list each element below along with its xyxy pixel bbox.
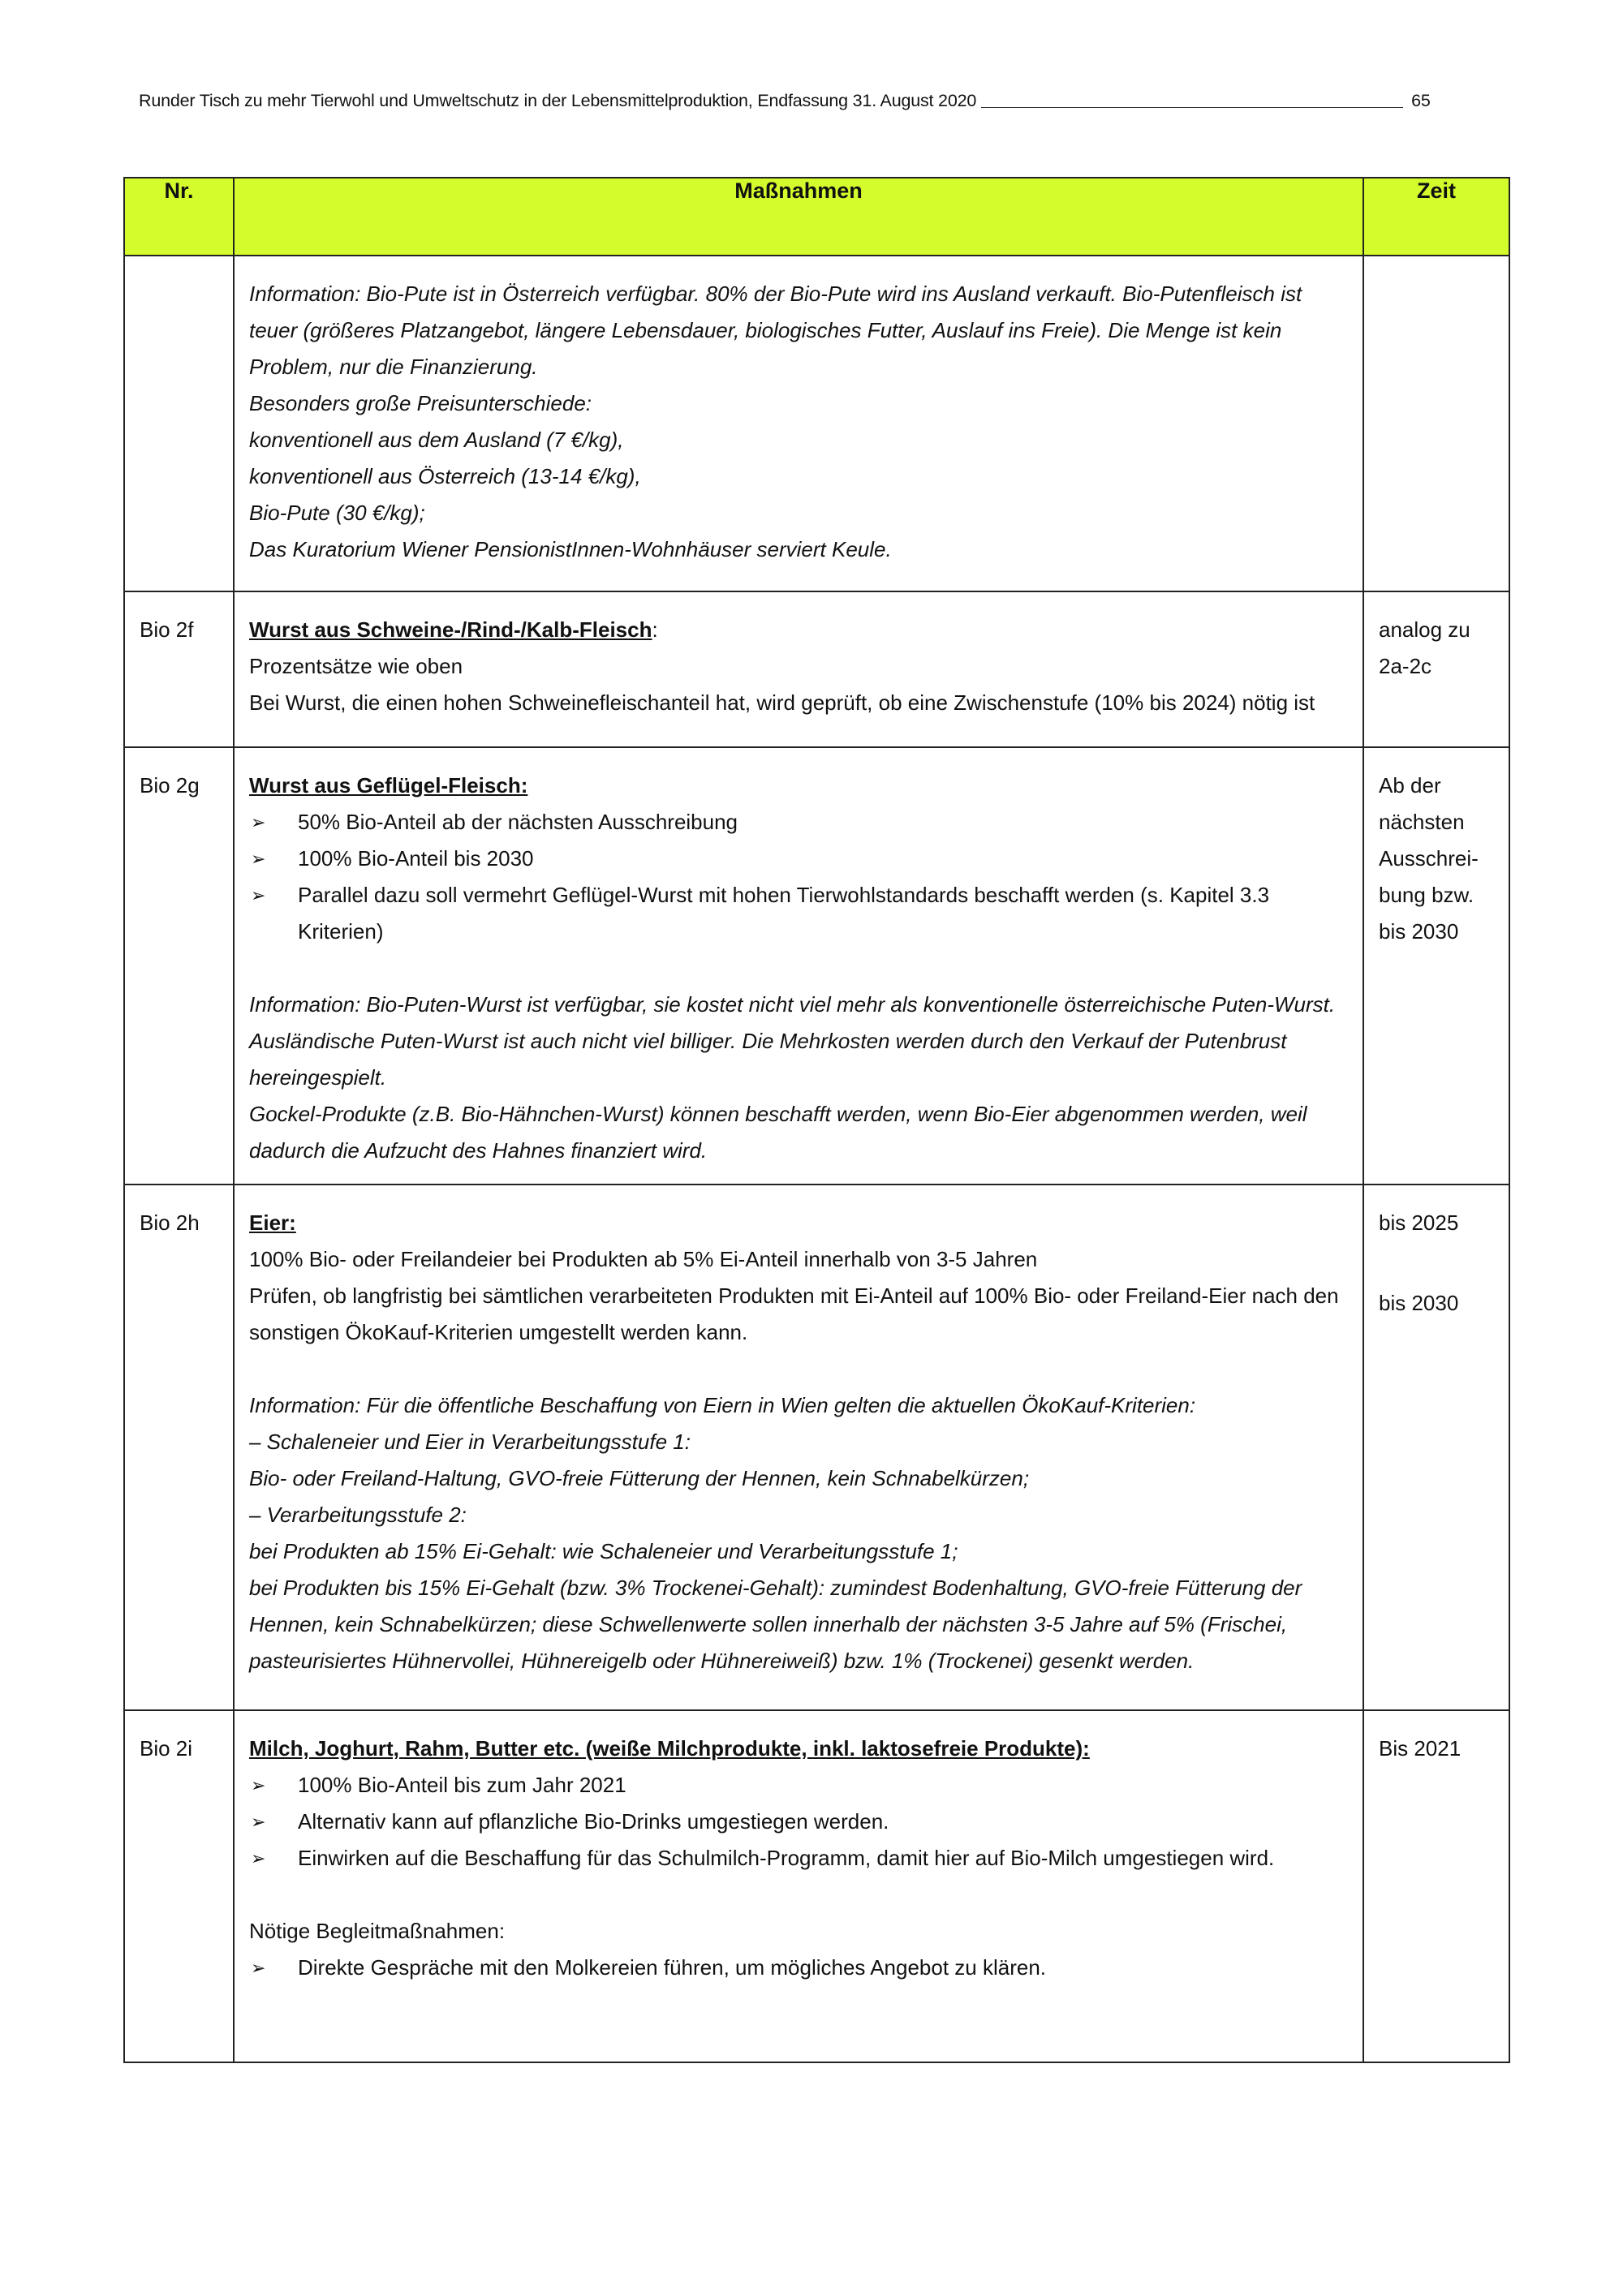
nr-cell: Bio 2h — [124, 1185, 234, 1710]
table-header-row — [124, 178, 1509, 256]
zeit-cell: Ab der nächsten Ausschrei- bung bzw. bis 2030 — [1363, 747, 1509, 1185]
measure-title: Wurst aus Schweine-/Rind-/Kalb-Fleisch — [249, 617, 652, 642]
info-text: Besonders große Preisunterschiede: — [249, 391, 592, 415]
arrow-bullet-icon: ➢ — [251, 1848, 266, 1868]
measure-text: 100% Bio- oder Freilandeier bei Produkten ab 5% Ei-Anteil innerhalb von 3-5 Jahren — [249, 1247, 1038, 1271]
info-text: Information: Für die öffentliche Beschaffung von Eiern in Wien gelten die aktuellen ÖkoKauf-Kriterien: — [249, 1393, 1196, 1417]
info-text: Bio- oder Freiland-Haltung, GVO-freie Fütterung der Hennen, kein Schnabelkürzen; — [249, 1466, 1030, 1490]
zeit-cell: bis 2025 bis 2030 — [1363, 1185, 1509, 1710]
arrow-bullet-icon: ➢ — [251, 885, 266, 905]
info-text: bei Produkten ab 15% Ei-Gehalt: wie Schaleneier und Verarbeitungsstufe 1; — [249, 1539, 958, 1563]
list-item: ➢ 100% Bio-Anteil bis 2030 — [249, 841, 1348, 877]
info-text: – Schaleneier und Eier in Verarbeitungsstufe 1: — [249, 1430, 691, 1454]
column-header-massnahmen: Maßnahmen — [234, 178, 1363, 256]
bullet-list — [249, 1950, 1348, 1986]
measures-table — [123, 177, 1510, 2063]
table-row-bio-2f — [124, 591, 1509, 747]
page-header — [139, 91, 1431, 111]
list-item: ➢ Alternativ kann auf pflanzliche Bio-Drinks umgestiegen werden. — [249, 1804, 1348, 1840]
info-text: Das Kuratorium Wiener PensionistInnen-Wohnhäuser serviert Keule. — [249, 537, 892, 561]
info-text: bei Produkten bis 15% Ei-Gehalt (bzw. 3% Trockenei-Gehalt): zumindest Bodenhaltung, GVO-freie Fütterung der Hennen, kein Schnabelkürzen; diese Schwellenwerte sollen innerhalb der nächsten 3-5 Jahre auf 5% (Frischei, pasteurisiertes Hühnervollei, Hühnereigelb oder Hühnereiweiß) bzw. 1% (Trockenei) gesenkt werden. — [249, 1576, 1302, 1673]
nr-cell: Bio 2i — [124, 1710, 234, 2062]
nr-cell — [124, 256, 234, 591]
page-number: 65 — [1411, 91, 1431, 110]
title-suffix: : — [652, 617, 658, 642]
zeit-cell — [1363, 256, 1509, 591]
info-text: Bio-Pute (30 €/kg); — [249, 501, 425, 525]
info-text: – Verarbeitungsstufe 2: — [249, 1503, 467, 1527]
list-item: ➢ Direkte Gespräche mit den Molkereien führen, um mögliches Angebot zu klären. — [249, 1950, 1348, 1986]
measure-text: Prozentsätze wie oben — [249, 654, 463, 678]
nr-cell: Bio 2g — [124, 747, 234, 1185]
table-row-continuation — [124, 256, 1509, 591]
measure-text: Prüfen, ob langfristig bei sämtlichen verarbeiteten Produkten mit Ei-Anteil auf 100% Bio- oder Freiland-Eier nach den sonstigen ÖkoKauf-Kriterien umgestellt werden kann. — [249, 1283, 1339, 1344]
document-title: Runder Tisch zu mehr Tierwohl und Umweltschutz in der Lebensmittelproduktion, Endfassung 31. August 2020 — [139, 91, 977, 110]
list-item: ➢ Parallel dazu soll vermehrt Geflügel-Wurst mit hohen Tierwohlstandards beschafft werden (s. Kapitel 3.3 Kriterien) — [249, 877, 1348, 950]
arrow-bullet-icon: ➢ — [251, 812, 266, 832]
arrow-bullet-icon: ➢ — [251, 1775, 266, 1795]
list-item: ➢ Einwirken auf die Beschaffung für das Schulmilch-Programm, damit hier auf Bio-Milch umgestiegen wird. — [249, 1840, 1348, 1877]
subheading: Nötige Begleitmaßnahmen: — [249, 1919, 506, 1943]
table-row-bio-2h — [124, 1185, 1509, 1710]
massnahmen-cell — [234, 1185, 1363, 1710]
bullet-list — [249, 1767, 1348, 1877]
massnahmen-cell — [234, 591, 1363, 747]
measure-title: Milch, Joghurt, Rahm, Butter etc. (weiße Milchprodukte, inkl. laktosefreie Produkte): — [249, 1736, 1090, 1761]
list-item: ➢ 100% Bio-Anteil bis zum Jahr 2021 — [249, 1767, 1348, 1804]
table-row-bio-2i — [124, 1710, 1509, 2062]
column-header-nr: Nr. — [124, 178, 234, 256]
massnahmen-cell — [234, 256, 1363, 591]
zeit-cell: Bis 2021 — [1363, 1710, 1509, 2062]
massnahmen-cell — [234, 1710, 1363, 2062]
arrow-bullet-icon: ➢ — [251, 1958, 266, 1978]
info-text: konventionell aus Österreich (13-14 €/kg), — [249, 464, 641, 488]
zeit-cell: analog zu 2a-2c — [1363, 591, 1509, 747]
list-item: ➢ 50% Bio-Anteil ab der nächsten Ausschreibung — [249, 804, 1348, 841]
nr-cell: Bio 2f — [124, 591, 234, 747]
column-header-zeit: Zeit — [1363, 178, 1509, 256]
arrow-bullet-icon: ➢ — [251, 849, 266, 869]
measure-title: Eier: — [249, 1210, 296, 1235]
measure-text: Bei Wurst, die einen hohen Schweinefleischanteil hat, wird geprüft, ob eine Zwischenstufe (10% bis 2024) nötig ist — [249, 690, 1315, 715]
info-text: konventionell aus dem Ausland (7 €/kg), — [249, 428, 624, 452]
header-rule — [981, 107, 1403, 108]
table-row-bio-2g — [124, 747, 1509, 1185]
arrow-bullet-icon: ➢ — [251, 1812, 266, 1832]
measure-title: Wurst aus Geflügel-Fleisch: — [249, 773, 528, 798]
info-text: Information: Bio-Pute ist in Österreich verfügbar. 80% der Bio-Pute wird ins Ausland verkauft. Bio-Putenfleisch ist teuer (größeres Platzangebot, längere Lebensdauer, biologisches Futter, Auslauf ins Freie). Die Menge ist kein Problem, nur die Finanzierung. — [249, 282, 1302, 379]
massnahmen-cell — [234, 747, 1363, 1185]
info-text: Information: Bio-Puten-Wurst ist verfügbar, sie kostet nicht viel mehr als konventionelle österreichische Puten-Wurst. Ausländische Puten-Wurst ist auch nicht viel billiger. Die Mehrkosten werden durch den Verkauf der Putenbrust hereingespielt. — [249, 992, 1336, 1090]
bullet-list — [249, 804, 1348, 950]
info-text: Gockel-Produkte (z.B. Bio-Hähnchen-Wurst) können beschafft werden, wenn Bio-Eier abgenommen werden, weil dadurch die Aufzucht des Hahnes finanziert wird. — [249, 1102, 1307, 1163]
